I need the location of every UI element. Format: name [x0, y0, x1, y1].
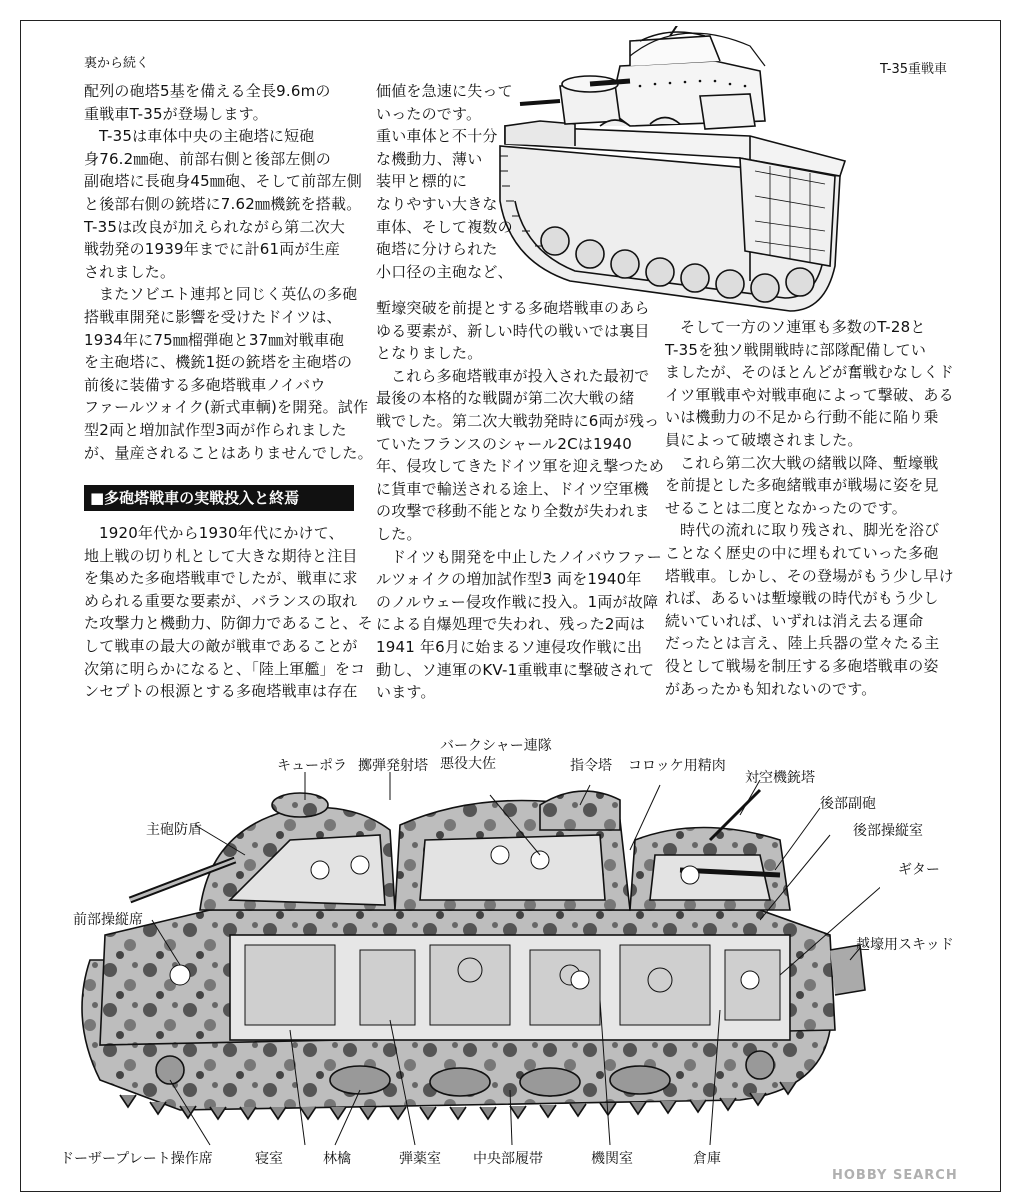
callout-trench-skid: 越壕用スキッド: [856, 937, 954, 953]
text-line: 塔戦車。しかし、その登場がもう少し早け: [665, 566, 954, 585]
continued-from-back-label: 裏から続く: [84, 56, 150, 71]
text-line: なりやすい大きな: [376, 194, 498, 213]
callout-front-driver-seat: 前部操縦席: [73, 912, 143, 928]
section-heading: ■多砲塔戦車の実戦投入と終焉: [84, 485, 354, 511]
text-line: 配列の砲塔5基を備える全長9.6mの: [84, 82, 331, 100]
text-line: による自爆処理で失われ、残った2両は: [376, 615, 646, 634]
text-line: せることは二度となかったのです。: [665, 498, 908, 517]
text-line: した。: [376, 524, 422, 543]
callout-dozer-plate-seat: ドーザープレート操作席: [60, 1151, 213, 1167]
text-line: を前提とした多砲緒戦車が戦場に姿を見: [665, 476, 939, 495]
text-line: があったかも知れないのです。: [665, 679, 877, 698]
text-line: 型2両と増加試作型3両が作られました: [84, 420, 347, 439]
text-line: のノルウェー侵攻作戦に投入。1両が故障: [376, 592, 659, 611]
text-line: な機動力、薄い: [376, 149, 483, 168]
callout-center-track: 中央部履帯: [473, 1151, 543, 1167]
text-line: 1934年に75㎜榴弾砲と37㎜対戦車砲: [84, 330, 345, 349]
text-line: ドイツも開発を中止したノイバウファー: [391, 547, 662, 566]
text-line: されました。: [84, 262, 176, 281]
text-line: またソビエト連邦と同じく英仏の多砲: [99, 285, 358, 304]
text-line: 最後の本格的な戦闘が第二次大戦の緒: [376, 389, 635, 408]
text-line: 戦勃発の1939年までに計61両が生産: [84, 240, 341, 259]
text-line: となりました。: [376, 344, 483, 363]
callout-ammo-room: 弾薬室: [399, 1151, 441, 1167]
text-line: た攻撃力と機動力、防御力であること、そ: [84, 614, 373, 633]
callout-engine-room: 機関室: [591, 1151, 633, 1167]
callout-rear-sub-gun: 後部副砲: [820, 796, 876, 812]
t35-tank-illustration: [480, 26, 880, 316]
text-line: 副砲塔に長砲身45㎜砲、そして前部左側: [84, 172, 362, 191]
text-line: だったとは言え、陸上兵器の堂々たる主: [665, 634, 940, 653]
text-line: 小口径の主砲など、: [376, 262, 513, 281]
text-line: いは機動力の不足から行動不能に陥り乗: [665, 408, 939, 427]
text-line: に貨車で輸送される途上、ドイツ空軍機: [376, 479, 649, 498]
column-3-text: [665, 316, 955, 700]
text-line: が、量産されることはありませんでした。: [84, 443, 373, 462]
text-line: 続いていれば、いずれは消え去る運命: [665, 611, 924, 630]
text-line: いったのです。: [376, 104, 482, 123]
column-1-lower-text: [84, 522, 373, 703]
text-line: そして一方のソ連軍も多数のT-28と: [680, 318, 926, 336]
text-line: T-35は改良が加えられながら第二次大: [84, 217, 346, 236]
callout-guitar: ギター: [898, 862, 940, 878]
text-line: 時代の流れに取り残され、脚光を浴び: [680, 521, 940, 540]
text-line: T-35は車体中央の主砲塔に短砲: [99, 127, 315, 146]
text-line: 塹壕突破を前提とする多砲塔戦車のあら: [376, 299, 650, 317]
callout-main-gun-mantlet: 主砲防盾: [146, 822, 202, 838]
text-line: 次第に明らかになると、「陸上軍艦」をコ: [84, 659, 366, 678]
text-line: 役として戦場を制圧する多砲塔戦車の姿: [665, 656, 939, 675]
callout-villain-colonel: 悪役大佐: [440, 756, 496, 772]
callout-croquette-meat: コロッケ用精肉: [628, 758, 726, 774]
text-line: T-35を独ソ戦開戦時に部隊配備してい: [665, 340, 927, 359]
text-line: 装甲と標的に: [376, 172, 468, 191]
column-2-lower-text: [376, 297, 665, 704]
column-2-upper-text: [376, 80, 516, 283]
callout-grenade-turret: 擲弾発射塔: [358, 758, 428, 774]
callout-apple: 林檎: [323, 1151, 351, 1167]
text-line: と後部右側の銃塔に7.62㎜機銃を搭載。: [84, 194, 362, 213]
callout-rear-driver-room: 後部操縦室: [853, 823, 923, 839]
text-line: これら第二次大戦の緒戦以降、塹壕戦: [680, 453, 939, 472]
callout-aa-turret: 対空機銃塔: [745, 770, 815, 786]
text-line: 身76.2㎜砲、前部右側と後部左側の: [84, 149, 331, 168]
text-line: ましたが、そのほとんどが奮戦むなしくド: [665, 363, 954, 382]
text-line: 重戦車T-35が登場します。: [84, 104, 268, 123]
text-line: ていたフランスのシャール2Cは1940: [376, 434, 632, 453]
text-line: 搭戦車開発に影響を受けたドイツは、: [84, 307, 342, 326]
text-line: の攻撃で移動不能となり全数が失われま: [376, 502, 650, 521]
text-line: して戦車の最大の敵が戦車であることが: [84, 636, 358, 655]
t35-caption: T-35重戦車: [880, 62, 947, 77]
text-line: イツ軍戦車や対戦車砲によって撃破、ある: [665, 385, 954, 404]
text-line: 重い車体と不十分: [376, 127, 498, 146]
text-line: 前後に装備する多砲塔戦車ノイバウ: [84, 375, 326, 394]
callout-cupola: キューポラ: [277, 758, 347, 774]
text-line: 年、侵攻してきたドイツ軍を迎え撃つため: [376, 457, 665, 476]
text-line: 地上戦の切り札として大きな期待と注目: [84, 546, 358, 565]
text-line: を集めた多砲塔戦車でしたが、戦車に求: [84, 569, 358, 588]
text-line: 戦でした。第二次大戦勃発時に6両が残っ: [376, 411, 660, 430]
text-line: これら多砲塔戦車が投入された最初で: [391, 366, 650, 385]
text-line: ンセプトの根源とする多砲塔戦車は存在: [84, 682, 358, 701]
text-line: められる重要な要素が、バランスの取れ: [84, 591, 358, 610]
callout-bedroom: 寝室: [255, 1151, 283, 1167]
text-line: ことなく歴史の中に埋もれていった多砲: [665, 543, 939, 562]
text-line: います。: [376, 683, 436, 702]
text-line: 員によって破壊されました。: [665, 430, 863, 449]
callout-command-tower: 指令塔: [570, 758, 612, 774]
text-line: ゆる要素が、新しい時代の戦いでは裏目: [376, 321, 650, 340]
text-line: 価値を急速に失って: [376, 82, 513, 100]
text-line: ルツォイクの増加試作型3 両を1940年: [376, 570, 642, 589]
text-line: 動し、ソ連軍のKV-1重戦車に撃破されて: [376, 660, 655, 679]
text-line: 砲塔に分けられた: [376, 240, 498, 259]
text-line: 1941 年6月に始まるソ連侵攻作戦に出: [376, 637, 643, 656]
text-line: 1920年代から1930年代にかけて、: [99, 524, 344, 542]
callout-storage: 倉庫: [693, 1151, 721, 1167]
text-line: 車体、そして複数の: [376, 217, 513, 236]
callout-barkshire-regiment: バークシャー連隊: [440, 738, 552, 754]
text-line: を主砲塔に、機銃1挺の銃塔を主砲塔の: [84, 353, 353, 372]
text-line: ファールツォイク(新式車輌)を開発。試作: [84, 398, 369, 417]
cutaway-tank-illustration: [60, 760, 880, 1155]
text-line: れば、あるいは塹壕戦の時代がもう少し: [665, 589, 939, 608]
watermark: HOBBY SEARCH: [832, 1168, 958, 1183]
column-1-text: [84, 80, 373, 464]
